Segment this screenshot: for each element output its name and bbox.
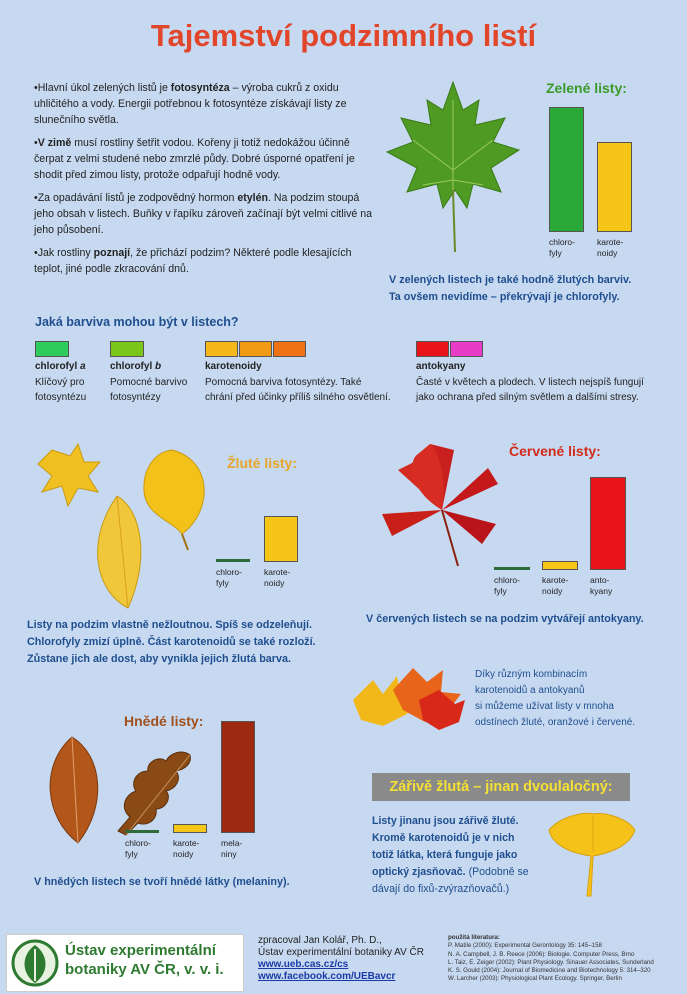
green-leaves-title: Zelené listy: (546, 80, 627, 96)
intro-bullets (34, 80, 379, 284)
red-leaves-title: Červené listy: (509, 443, 601, 459)
red-caption: V červených listech se na podzim vytvářejí antokyany. (366, 613, 644, 625)
website-link[interactable]: www.ueb.cas.cz/cs (258, 959, 349, 970)
institute-logo[interactable] (6, 934, 244, 992)
ginkgo-leaf-image (547, 812, 637, 898)
pigment-name: chlorofyl a (35, 361, 86, 372)
facebook-link[interactable]: www.facebook.com/UEBavcr (258, 971, 396, 982)
ginkgo-text: Listy jinanu jsou zářivě žluté. Kromě karotenoidů je v nich totiž látka, která funguje jako optický zjasňovač. (Podobně se dávají do fixů-zvýrazňovačů.) (372, 815, 529, 895)
literature-list: použitá literatura: P. Matile (2000): Experimental Gerontology 35: 145–158 N. A. Campbell, J. B. Reece (2006): Biologie. Computer Press, Brno L. Taiz, E. Zeiger (2002): Plant Physiology. Sinauer Associates, Sunderland K. S. Gould (2004): Journal of Biomedicine and Biotechnology 5: 314–320 W. Larcher (2003): Physiological Plant Ecology. Springer, Berlin (448, 934, 654, 983)
page-title: Tajemství podzimního listí (150, 18, 537, 53)
yellow-caption-2: Chlorofyly zmizí úplně. Část karotenoidů se také rozloží. (27, 636, 316, 648)
bar-label: karote- noidy (597, 237, 624, 258)
pigment-swatch (239, 341, 272, 357)
institute-name: Ústav experimentální botaniky AV ČR, v. v. i. (65, 942, 224, 978)
pigment-swatch (205, 341, 238, 357)
green-maple-leaf-image (383, 80, 523, 255)
yellow-leaves-title: Žluté listy: (227, 455, 298, 471)
pigments-heading: Jaká barviva mohou být v listech? (35, 315, 239, 329)
pigment-description: Klíčový pro fotosyntézu (35, 377, 87, 403)
pigment-swatch (273, 341, 306, 357)
bar-karotenoidy (597, 142, 632, 232)
pigment-description: Pomocné barvivo fotosyntézy (110, 377, 188, 403)
bar-label: chloro- fyly (125, 838, 151, 859)
bullet-recognition: •Jak rostliny poznají, že přichází podzim? Některé podle klesajících teplot, jiné podle zkracování dnů. (34, 247, 352, 275)
combo-text: Díky různým kombinacím karotenoidů a antokyanů si můžeme užívat listy v mnoha odstínech žluté, oranžové i červené. (475, 669, 636, 728)
pigment-description: Časté v květech a plodech. V listech nejspíš fungují jako ochrana před silným světlem a dalšími stresy. (416, 377, 644, 403)
bar-label: chloro- fyly (549, 237, 575, 258)
author-info: zpracoval Jan Kolář, Ph. D., Ústav experimentální botaniky AV ČR www.ueb.cas.cz/cs www.facebook.com/UEBavcr (258, 935, 425, 982)
bar-label: karote- noidy (542, 575, 569, 596)
pigment-name: chlorofyl b (110, 361, 162, 372)
bar-label: mela- niny (221, 838, 243, 859)
brown-caption: V hnědých listech se tvoří hnědé látky (melaniny). (34, 876, 290, 888)
bar-melaniny (221, 721, 255, 833)
pigment-swatch (110, 341, 144, 357)
bar-chlorofyly (216, 559, 250, 562)
green-caption-1: V zelených listech je také hodně žlutých barviv. (389, 274, 632, 286)
pigment-name: antokyany (416, 361, 466, 372)
bar-label: karote- noidy (264, 567, 291, 588)
ginkgo-title: Zářivě žlutá – jinan dvoulaločný: (372, 773, 630, 801)
bar-label: anto- kyany (590, 575, 613, 596)
yellow-leaves-image (32, 440, 222, 615)
pigment-swatch (450, 341, 483, 357)
mixed-leaves-image (343, 660, 468, 735)
green-caption-2: Ta ovšem nevidíme – překrývají je chlorofyly. (389, 291, 620, 303)
pigment-swatch (35, 341, 69, 357)
yellow-caption-3: Zůstane jich ale dost, aby vynikla jejich žlutá barva. (27, 653, 292, 665)
bar-antokyany (590, 477, 626, 570)
bar-chlorofyly (125, 830, 159, 833)
bullet-winter: •V zimě musí rostliny šetřit vodou. Kořeny ji totiž nedokážou účinně čerpat z velmi studené nebo zmrzlé půdy. Dobré úsporné opatření je shodit před zimou listy, protože odpařují hodně vody. (34, 137, 355, 181)
pigment-name: karotenoidy (205, 361, 262, 372)
bar-karotenoidy (264, 516, 298, 562)
institute-logo-icon (11, 939, 59, 987)
yellow-caption-1: Listy na podzim vlastně nežloutnou. Spíš se odzeleňují. (27, 619, 312, 631)
bar-karotenoidy (173, 824, 207, 833)
pigment-description: Pomocná barviva fotosyntézy. Také chrání před účinky příliš silného osvětlení. (205, 377, 391, 403)
bar-label: chloro- fyly (216, 567, 242, 588)
bullet-photosynthesis: •Hlavní úkol zelených listů je fotosyntéza – výroba cukrů z oxidu uhličitého a vody. Energii potřebnou k fotosyntéze získávají listy ze slunečního světla. (34, 82, 347, 126)
bar-karotenoidy (542, 561, 578, 570)
red-leaf-image (378, 440, 503, 570)
brown-leaves-title: Hnědé listy: (124, 713, 204, 729)
bar-label: chloro- fyly (494, 575, 520, 596)
bar-chlorofyly (549, 107, 584, 232)
bar-chlorofyly (494, 567, 530, 570)
pigment-swatch (416, 341, 449, 357)
bullet-ethylene: •Za opadávání listů je zodpovědný hormon etylén. Na podzim stoupá jeho obsah v listech. Buňky v řapíku zároveň začínají být velmi citlivé na jeho působení. (34, 192, 372, 236)
bar-label: karote- noidy (173, 838, 200, 859)
